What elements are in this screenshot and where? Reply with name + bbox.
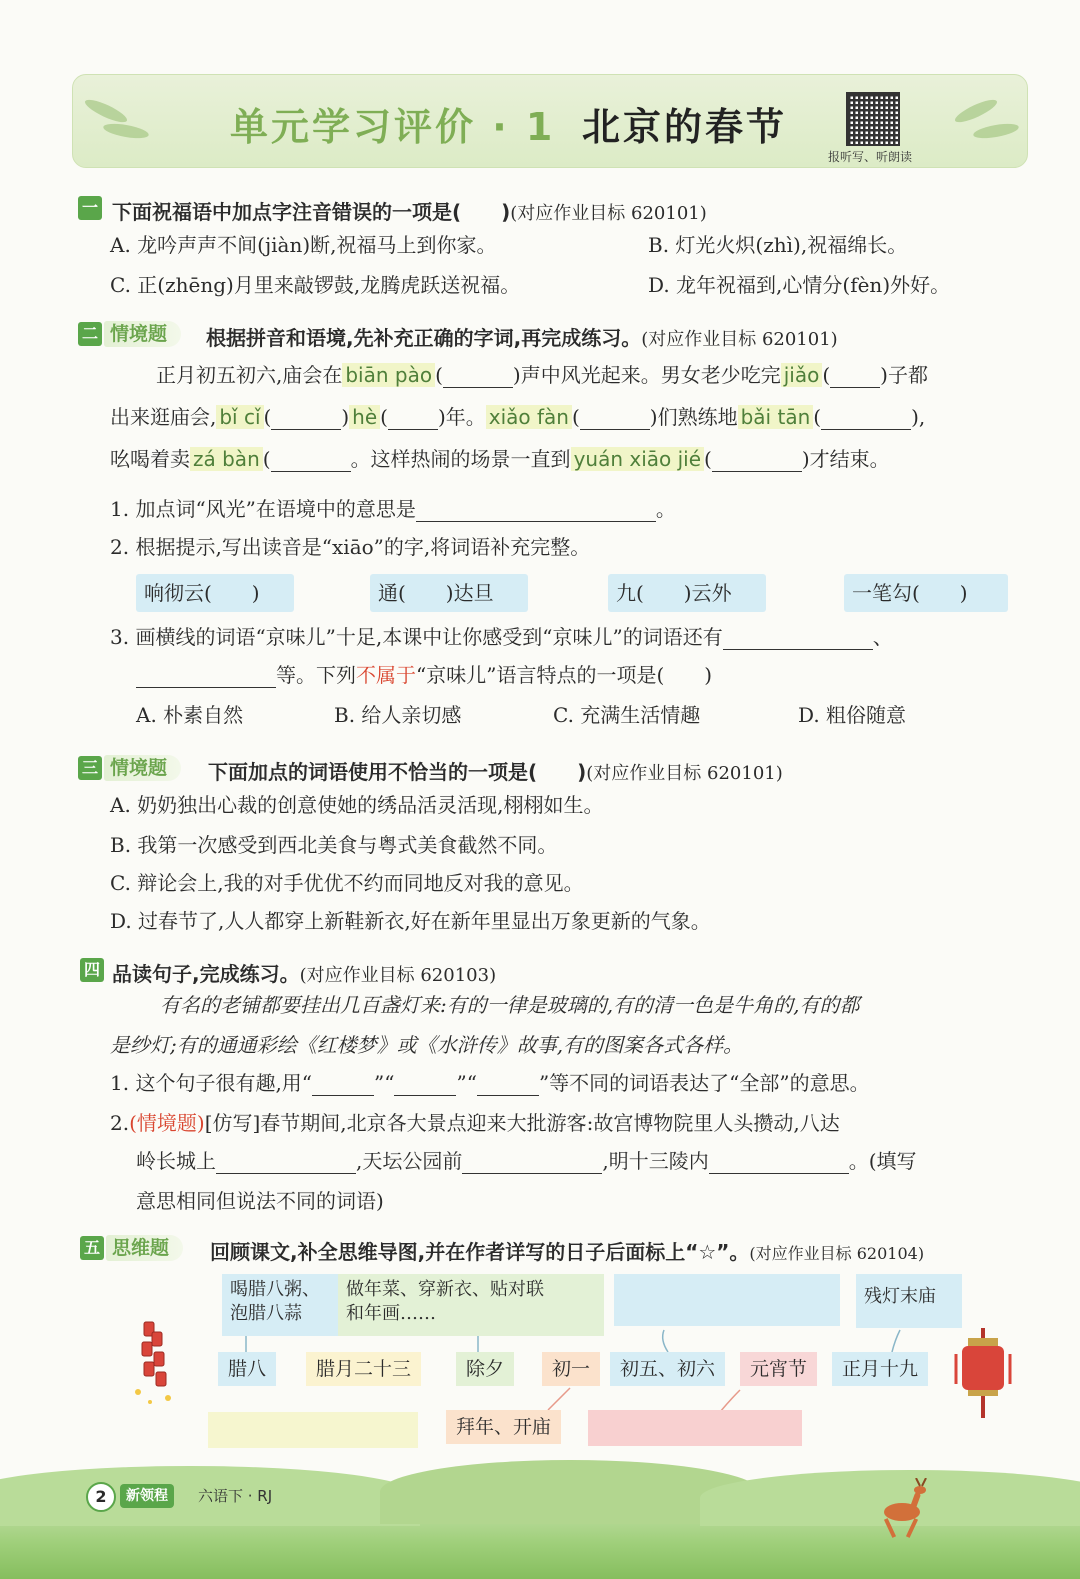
timeline-node: 正月十九 — [832, 1352, 928, 1386]
option-c: C. 正(zhēng)月里来敲锣鼓,龙腾虎跃送祝福。 — [110, 273, 521, 297]
sub-question-2-cont: 岭长城上 ,天坛公园前 ,明十三陵内 。(填写 — [136, 1149, 917, 1173]
option-a: A. 龙吟声声不间(jiàn)断,祝福马上到你家。 — [110, 233, 497, 257]
firecracker-icon — [130, 1318, 178, 1408]
question-text: 根据拼音和语境,先补充正确的字词,再完成练习。 — [206, 326, 642, 350]
timeline-node: 除夕 — [456, 1352, 514, 1386]
mindmap-box-canyan: 残灯末庙 — [856, 1274, 962, 1328]
choice-option: D. 粗俗随意 — [798, 703, 907, 727]
section-number: 四 — [80, 958, 104, 982]
sub-question-1: 1. 加点词“风光”在语境中的意思是 。 — [110, 497, 676, 521]
option-a: A. 奶奶独出心裁的创意使她的绣品活灵活现,栩栩如生。 — [110, 793, 604, 817]
section-number: 五 — [80, 1236, 104, 1260]
pinyin-prompt: bǎi tān — [738, 405, 814, 429]
grade-label: 六语下 · RJ — [198, 1487, 273, 1505]
objective-note: (对应作业目标 620101) — [510, 203, 707, 224]
deer-icon — [876, 1478, 932, 1542]
sub-question-1: 1. 这个句子很有趣,用“ ”“ ”“ ”等不同的词语表达了“全部”的意思。 — [110, 1071, 870, 1095]
fill-box[interactable]: 响彻云( ) — [136, 574, 294, 612]
pinyin-prompt: biān pào — [342, 363, 435, 387]
passage-line: 正月初五初六,庙会在 biān pào ( )声中风光起来。男女老少吃完 jiǎo ( )子都 — [156, 363, 928, 387]
section-number: 二 — [78, 322, 102, 346]
lesson-title: 北京的春节 — [582, 105, 788, 149]
passage-line: 出来逛庙会, bǐ cǐ ( ) hè ( )年。 xiǎo fàn ( )们熟练地 bǎi tān ( ), — [110, 405, 926, 429]
choice-option: C. 充满生活情趣 — [553, 703, 701, 727]
fill-box[interactable]: 一笔勾( ) — [844, 574, 1008, 612]
pinyin-prompt: zá bàn — [190, 447, 263, 471]
unit-title: 单元学习评价 · 1 — [230, 105, 556, 149]
sub-question-2: 2.(情境题)[仿写]春节期间,北京各大景点迎来大批游客:故宫博物院里人头攒动,八达 — [110, 1111, 840, 1135]
timeline-node: 初五、初六 — [610, 1352, 725, 1386]
pinyin-prompt: yuán xiāo jié — [571, 447, 704, 471]
passage-line: 吆喝着卖 zá bàn ( 。这样热闹的场景一直到 yuán xiāo jié ( )才结束。 — [110, 447, 890, 471]
sub-question-2-cont: 意思相同但说法不同的词语) — [136, 1189, 384, 1213]
mindmap-box-labayu: 喝腊八粥、 泡腊八蒜 — [222, 1274, 338, 1336]
fill-box[interactable]: 通( )达旦 — [370, 574, 528, 612]
objective-note: (对应作业目标 620101) — [641, 329, 838, 350]
question-text: 下面加点的词语使用不恰当的一项是( ) — [208, 760, 587, 784]
option-d: D. 龙年祝福到,心情分(fèn)外好。 — [648, 273, 951, 297]
mindmap-blank-box[interactable] — [588, 1410, 802, 1446]
reading-passage: 有名的老铺都要挂出几百盏灯来:有的一律是玻璃的,有的清一色是牛角的,有的都 — [160, 993, 860, 1017]
option-c: C. 辩论会上,我的对手优优不约而同地反对我的意见。 — [110, 871, 584, 895]
timeline-node: 元宵节 — [740, 1352, 817, 1386]
timeline-node: 腊八 — [218, 1352, 276, 1386]
section-number: 三 — [78, 756, 102, 780]
objective-note: (对应作业目标 620103) — [299, 965, 497, 986]
sub-question-2: 2. 根据提示,写出读音是“xiāo”的字,将词语补充完整。 — [110, 535, 591, 559]
choice-option: A. 朴素自然 — [136, 703, 244, 727]
emphasis-text: 不属于 — [356, 663, 416, 687]
objective-note: (对应作业目标 620104) — [749, 1244, 925, 1263]
option-b: B. 我第一次感受到西北美食与粤式美食截然不同。 — [110, 833, 558, 857]
mindmap-blank-box[interactable] — [208, 1412, 418, 1448]
pinyin-prompt: bǐ cǐ — [216, 405, 263, 429]
brand-badge: 新领程 — [120, 1484, 174, 1508]
objective-note: (对应作业目标 620101) — [586, 763, 783, 784]
section-number: 一 — [78, 196, 102, 220]
context-tag-inline: (情境题) — [129, 1111, 205, 1135]
timeline-node: 初一 — [542, 1352, 600, 1386]
reading-passage: 是纱灯;有的通通彩绘《红楼梦》或《水浒传》故事,有的图案各式各样。 — [110, 1033, 744, 1057]
pinyin-prompt: xiǎo fàn — [486, 405, 572, 429]
choice-option: B. 给人亲切感 — [334, 703, 462, 727]
thinking-tag: 思维题 — [106, 1235, 183, 1261]
question-text: 回顾课文,补全思维导图,并在作者详写的日子后面标上“☆”。 — [210, 1240, 750, 1264]
sub-question-3-cont: 等。下列不属于“京味儿”语言特点的一项是( ) — [136, 662, 712, 688]
qr-label: 报听写、听朗读 — [828, 150, 913, 164]
sub-question-3: 3. 画横线的词语“京味儿”十足,本课中让你感受到“京味儿”的词语还有 、 — [110, 625, 893, 649]
question-text: 品读句子,完成练习。 — [112, 962, 300, 986]
lantern-icon — [954, 1328, 1012, 1420]
fill-box[interactable]: 九( )云外 — [608, 574, 766, 612]
mindmap-box-chuxi: 做年菜、穿新衣、贴对联 和年画…… — [338, 1274, 604, 1336]
pinyin-prompt: jiǎo — [781, 363, 823, 387]
option-d: D. 过春节了,人人都穿上新鞋新衣,好在新年里显出万象更新的气象。 — [110, 909, 711, 933]
mindmap-box-bainian: 拜年、开庙 — [446, 1410, 561, 1444]
page-number: 2 — [86, 1482, 116, 1512]
question-text: 下面祝福语中加点字注音错误的一项是( ) — [112, 200, 511, 224]
timeline-node: 腊月二十三 — [306, 1352, 421, 1386]
context-tag: 情境题 — [104, 755, 181, 781]
context-tag: 情境题 — [104, 321, 181, 347]
option-b: B. 灯光火炽(zhì),祝福绵长。 — [648, 233, 908, 257]
mindmap-blank-box[interactable] — [614, 1274, 840, 1326]
pinyin-prompt: hè — [349, 405, 380, 429]
